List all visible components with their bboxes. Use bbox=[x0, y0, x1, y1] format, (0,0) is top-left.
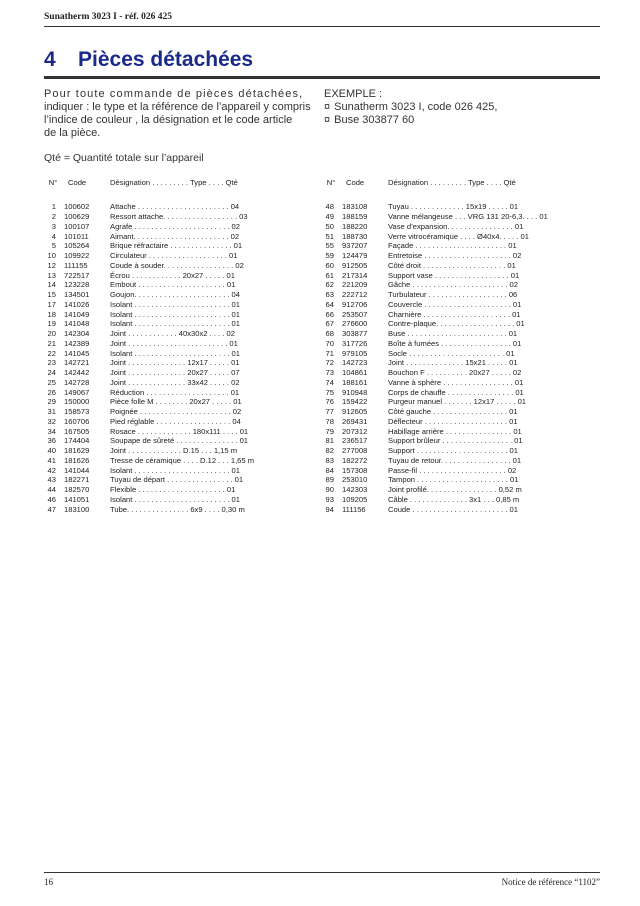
table-row bbox=[44, 339, 312, 349]
row-code: 188159 bbox=[342, 212, 368, 222]
row-designation: Attache . . . . . . . . . . . . . . . . . . . . . . 04 bbox=[110, 202, 240, 212]
row-code: 105264 bbox=[64, 241, 90, 251]
row-designation: Vanne mélangeuse . . . VRG 131 20-6,3. . . . 01 bbox=[388, 212, 548, 222]
row-designation: Joint . . . . . . . . . . . . . . 33x42 . . . . . 02 bbox=[110, 377, 240, 387]
row-number: 41 bbox=[47, 455, 56, 465]
row-number: 42 bbox=[47, 465, 56, 475]
row-designation: Façade . . . . . . . . . . . . . . . . . . . . . . 01 bbox=[388, 241, 517, 251]
row-number: 77 bbox=[325, 407, 334, 417]
footer-notice: Notice de référence “1102” bbox=[501, 877, 600, 887]
table-header bbox=[322, 176, 590, 188]
row-designation: Support vase . . . . . . . . . . . . . . . . . . 01 bbox=[388, 270, 520, 280]
row-number: 68 bbox=[325, 329, 334, 339]
parts-table-left bbox=[44, 176, 312, 514]
table-row bbox=[322, 417, 590, 427]
row-number: 20 bbox=[47, 329, 56, 339]
document-footer bbox=[44, 872, 600, 887]
table-row bbox=[44, 436, 312, 446]
row-number: 21 bbox=[47, 338, 56, 348]
table-row bbox=[44, 348, 312, 358]
row-designation: Isolant . . . . . . . . . . . . . . . . . . . . . . . 01 bbox=[110, 348, 240, 358]
row-designation: Tresse de céramique . . . . D.12 . . . 1,65 m bbox=[110, 455, 255, 465]
table-row bbox=[44, 319, 312, 329]
table-row bbox=[322, 504, 590, 514]
row-number: 12 bbox=[47, 260, 56, 270]
table-row bbox=[44, 202, 312, 212]
table-row bbox=[44, 290, 312, 300]
row-designation: Verre vitrocéramique . . . . Ø40x4. . . . . 01 bbox=[388, 231, 529, 241]
row-number: 5 bbox=[51, 241, 56, 251]
row-code: 222712 bbox=[342, 290, 368, 300]
row-designation: Couvercle . . . . . . . . . . . . . . . . . . . . . 01 bbox=[388, 299, 522, 309]
row-designation: Côté droit . . . . . . . . . . . . . . . . . . . . 01 bbox=[388, 260, 516, 270]
row-designation: Pied réglable . . . . . . . . . . . . . . . . . . 04 bbox=[110, 416, 241, 426]
example-label: EXEMPLE : bbox=[324, 88, 383, 100]
row-number: 25 bbox=[47, 377, 56, 387]
row-number: 55 bbox=[325, 241, 334, 251]
row-designation: Câble . . . . . . . . . . . . . . 3x1 . . . 0,85 m bbox=[388, 494, 520, 504]
row-number: 64 bbox=[325, 299, 334, 309]
row-number: 44 bbox=[47, 485, 56, 495]
row-code: 141051 bbox=[64, 494, 90, 504]
row-number: 18 bbox=[47, 309, 56, 319]
table-row bbox=[322, 465, 590, 475]
intro-line: l’indice de couleur , la désignation et le code article bbox=[44, 114, 293, 126]
row-number: 32 bbox=[47, 416, 56, 426]
row-designation: Habillage arrière . . . . . . . . . . . . . . . . 01 bbox=[388, 426, 522, 436]
row-code: 912505 bbox=[342, 260, 368, 270]
row-designation: Circulateur . . . . . . . . . . . . . . . . . . . 01 bbox=[110, 251, 238, 261]
row-designation: Joint . . . . . . . . . . . . . . . . . . . . . . . . 01 bbox=[110, 338, 238, 348]
row-code: 141044 bbox=[64, 465, 90, 475]
row-code: 174404 bbox=[64, 436, 90, 446]
row-number: 14 bbox=[47, 280, 56, 290]
row-designation: Pièce folle M . . . . . . . . 20x27 . . . . . 01 bbox=[110, 397, 242, 407]
row-code: 111155 bbox=[64, 260, 88, 270]
row-number: 94 bbox=[325, 504, 334, 514]
row-code: 221209 bbox=[342, 280, 368, 290]
row-code: 124479 bbox=[342, 251, 368, 261]
row-code: 158573 bbox=[64, 407, 90, 417]
row-number: 60 bbox=[325, 260, 334, 270]
table-row bbox=[44, 309, 312, 319]
ordering-instructions bbox=[44, 88, 314, 140]
row-number: 43 bbox=[47, 475, 56, 485]
row-code: 142723 bbox=[342, 358, 368, 368]
section-heading bbox=[44, 48, 600, 79]
table-row bbox=[44, 426, 312, 436]
row-designation: Flexible . . . . . . . . . . . . . . . . . . . . . 01 bbox=[110, 485, 236, 495]
table-row bbox=[44, 446, 312, 456]
row-number: 47 bbox=[47, 504, 56, 514]
row-number: 74 bbox=[325, 377, 334, 387]
header-code: Code bbox=[68, 177, 87, 187]
row-code: 937207 bbox=[342, 241, 368, 251]
row-code: 141049 bbox=[64, 309, 90, 319]
table-row bbox=[44, 270, 312, 280]
row-code: 217314 bbox=[342, 270, 368, 280]
row-number: 59 bbox=[325, 251, 334, 261]
row-designation: Support . . . . . . . . . . . . . . . . . . . . . . 01 bbox=[388, 446, 518, 456]
page-number: 16 bbox=[44, 877, 53, 887]
table-row bbox=[322, 378, 590, 388]
row-designation: Joint . . . . . . . . . . . . . D.15 . . . 1,15 m bbox=[110, 446, 238, 456]
row-number: 40 bbox=[47, 446, 56, 456]
parts-table-right bbox=[322, 176, 590, 514]
row-code: 236517 bbox=[342, 436, 368, 446]
document-title: Sunatherm 3023 I - réf. 026 425 bbox=[44, 12, 172, 22]
table-row bbox=[44, 368, 312, 378]
row-number: 49 bbox=[325, 212, 334, 222]
row-designation: Isolant . . . . . . . . . . . . . . . . . . . . . . . 01 bbox=[110, 299, 240, 309]
table-row bbox=[322, 446, 590, 456]
table-row bbox=[44, 397, 312, 407]
row-number: 63 bbox=[325, 290, 334, 300]
table-header bbox=[44, 176, 312, 188]
row-code: 167505 bbox=[64, 426, 90, 436]
row-code: 269431 bbox=[342, 416, 368, 426]
row-code: 104861 bbox=[342, 368, 368, 378]
row-designation: Embout . . . . . . . . . . . . . . . . . . . . . 01 bbox=[110, 280, 236, 290]
row-number: 61 bbox=[325, 270, 334, 280]
row-number: 2 bbox=[51, 212, 56, 222]
table-body bbox=[44, 202, 312, 514]
row-designation: Gâche . . . . . . . . . . . . . . . . . . . . . . . 02 bbox=[388, 280, 518, 290]
row-code: 912605 bbox=[342, 407, 368, 417]
example-item: ¤ Sunatherm 3023 I, code 026 425, bbox=[324, 101, 600, 114]
table-row bbox=[322, 270, 590, 280]
row-code: 317726 bbox=[342, 338, 368, 348]
intro-line: indiquer : le type et la référence de l’appareil y compris bbox=[44, 101, 311, 113]
row-designation: Rosace . . . . . . . . . . . . . 180x111 . . . . 01 bbox=[110, 426, 249, 436]
row-number: 1 bbox=[51, 202, 56, 212]
row-code: 188161 bbox=[342, 377, 368, 387]
row-designation: Tuyau de retour. . . . . . . . . . . . . . . . . 01 bbox=[388, 455, 522, 465]
table-row bbox=[322, 485, 590, 495]
table-row bbox=[322, 426, 590, 436]
table-row bbox=[322, 348, 590, 358]
table-body bbox=[322, 202, 590, 514]
row-designation: Turbulateur . . . . . . . . . . . . . . . . . . . 06 bbox=[388, 290, 518, 300]
row-code: 142721 bbox=[64, 358, 90, 368]
row-designation: Corps de chauffe . . . . . . . . . . . . . . . . 01 bbox=[388, 387, 524, 397]
row-designation: Tampon . . . . . . . . . . . . . . . . . . . . . . 01 bbox=[388, 475, 519, 485]
table-row bbox=[322, 251, 590, 261]
row-number: 23 bbox=[47, 358, 56, 368]
row-number: 50 bbox=[325, 221, 334, 231]
row-code: 150000 bbox=[64, 397, 90, 407]
row-number: 83 bbox=[325, 455, 334, 465]
row-designation: Isolant . . . . . . . . . . . . . . . . . . . . . . . 01 bbox=[110, 465, 240, 475]
intro-line: de la pièce. bbox=[44, 127, 101, 139]
table-row bbox=[44, 329, 312, 339]
row-code: 183108 bbox=[342, 202, 368, 212]
table-row bbox=[44, 241, 312, 251]
row-code: 253010 bbox=[342, 475, 368, 485]
row-number: 72 bbox=[325, 358, 334, 368]
row-designation: Côté gauche . . . . . . . . . . . . . . . . . . 01 bbox=[388, 407, 518, 417]
row-designation: Aimant. . . . . . . . . . . . . . . . . . . . . . . 02 bbox=[110, 231, 240, 241]
row-designation: Ressort attache. . . . . . . . . . . . . . . . . . 03 bbox=[110, 212, 248, 222]
row-designation: Isolant . . . . . . . . . . . . . . . . . . . . . . . 01 bbox=[110, 309, 240, 319]
row-code: 142389 bbox=[64, 338, 90, 348]
table-row bbox=[322, 397, 590, 407]
row-number: 84 bbox=[325, 465, 334, 475]
row-designation: Support brûleur . . . . . . . . . . . . . . . . . 01 bbox=[388, 436, 523, 446]
row-designation: Bouchon F . . . . . . . . . . 20x27 . . . . . 02 bbox=[388, 368, 522, 378]
row-number: 75 bbox=[325, 387, 334, 397]
row-code: 277008 bbox=[342, 446, 368, 456]
row-number: 78 bbox=[325, 416, 334, 426]
row-number: 19 bbox=[47, 319, 56, 329]
table-row bbox=[322, 222, 590, 232]
table-row bbox=[44, 417, 312, 427]
row-number: 34 bbox=[47, 426, 56, 436]
row-number: 15 bbox=[47, 290, 56, 300]
row-number: 66 bbox=[325, 309, 334, 319]
row-number: 79 bbox=[325, 426, 334, 436]
row-code: 303877 bbox=[342, 329, 368, 339]
row-code: 141026 bbox=[64, 299, 90, 309]
example-item: ¤ Buse 303877 60 bbox=[324, 114, 600, 127]
row-number: 51 bbox=[325, 231, 334, 241]
table-row bbox=[44, 261, 312, 271]
row-code: 182272 bbox=[342, 455, 368, 465]
table-row bbox=[322, 339, 590, 349]
row-number: 3 bbox=[51, 221, 56, 231]
table-row bbox=[322, 300, 590, 310]
table-row bbox=[322, 387, 590, 397]
row-code: 142442 bbox=[64, 368, 90, 378]
row-number: 46 bbox=[47, 494, 56, 504]
example-block bbox=[324, 88, 600, 127]
row-code: 101011 bbox=[64, 231, 89, 241]
row-designation: Purgeur manuel . . . . . . . 12x17 . . . . . 01 bbox=[388, 397, 527, 407]
row-number: 70 bbox=[325, 338, 334, 348]
row-designation: Joint . . . . . . . . . . . . . . 12x17 . . . . . 01 bbox=[110, 358, 240, 368]
row-number: 90 bbox=[325, 485, 334, 495]
row-designation: Coude . . . . . . . . . . . . . . . . . . . . . . . 01 bbox=[388, 504, 518, 514]
row-code: 111156 bbox=[342, 504, 366, 514]
table-row bbox=[44, 465, 312, 475]
header-designation: Désignation . . . . . . . . . Type . . . . Qté bbox=[388, 177, 516, 187]
row-designation: Socle . . . . . . . . . . . . . . . . . . . . . . . 01 bbox=[388, 348, 515, 358]
table-row bbox=[322, 261, 590, 271]
row-code: 142303 bbox=[342, 485, 368, 495]
table-row bbox=[322, 212, 590, 222]
row-code: 910948 bbox=[342, 387, 368, 397]
table-row bbox=[44, 251, 312, 261]
section-number: 4 bbox=[44, 48, 56, 71]
row-code: 159422 bbox=[342, 397, 368, 407]
row-designation: Vanne à sphère . . . . . . . . . . . . . . . . . 01 bbox=[388, 377, 524, 387]
header-code: Code bbox=[346, 177, 365, 187]
row-number: 62 bbox=[325, 280, 334, 290]
row-number: 24 bbox=[47, 368, 56, 378]
row-number: 82 bbox=[325, 446, 334, 456]
row-code: 181629 bbox=[64, 446, 90, 456]
table-row bbox=[322, 290, 590, 300]
row-code: 141048 bbox=[64, 319, 90, 329]
row-code: 276600 bbox=[342, 319, 368, 329]
row-designation: Réduction . . . . . . . . . . . . . . . . . . . . 01 bbox=[110, 387, 240, 397]
table-row bbox=[322, 280, 590, 290]
table-row bbox=[44, 231, 312, 241]
table-row bbox=[44, 504, 312, 514]
header-num: N° bbox=[326, 177, 336, 187]
row-number: 4 bbox=[51, 231, 56, 241]
table-row bbox=[322, 436, 590, 446]
table-row bbox=[44, 475, 312, 485]
table-row bbox=[44, 358, 312, 368]
row-number: 36 bbox=[47, 436, 56, 446]
row-designation: Écrou . . . . . . . . . . . . 20x27 . . . . . 01 bbox=[110, 270, 235, 280]
row-number: 93 bbox=[325, 494, 334, 504]
row-code: 912706 bbox=[342, 299, 368, 309]
table-row bbox=[322, 456, 590, 466]
row-designation: Joint . . . . . . . . . . . . 40x30x2 . . . . 02 bbox=[110, 329, 235, 339]
row-designation: Soupape de sûreté . . . . . . . . . . . . . . . 01 bbox=[110, 436, 249, 446]
table-row bbox=[322, 495, 590, 505]
row-code: 182271 bbox=[64, 475, 90, 485]
row-code: 123228 bbox=[64, 280, 90, 290]
table-row bbox=[322, 329, 590, 339]
table-row bbox=[44, 407, 312, 417]
row-designation: Joint profilé. . . . . . . . . . . . . . . . . 0,52 m bbox=[388, 485, 522, 495]
table-row bbox=[322, 231, 590, 241]
row-code: 181626 bbox=[64, 455, 90, 465]
row-designation: Boîte à fumées . . . . . . . . . . . . . . . . . 01 bbox=[388, 338, 522, 348]
document-header bbox=[44, 12, 600, 27]
row-designation: Poignée . . . . . . . . . . . . . . . . . . . . . . 02 bbox=[110, 407, 242, 417]
row-code: 183100 bbox=[64, 504, 90, 514]
quantity-note: Qté = Quantité totale sur l’appareil bbox=[44, 152, 204, 164]
row-code: 182570 bbox=[64, 485, 90, 495]
row-designation: Buse . . . . . . . . . . . . . . . . . . . . . . . . 01 bbox=[388, 329, 518, 339]
row-designation: Isolant . . . . . . . . . . . . . . . . . . . . . . . 01 bbox=[110, 319, 240, 329]
row-number: 76 bbox=[325, 397, 334, 407]
row-designation: Goujon. . . . . . . . . . . . . . . . . . . . . . . 04 bbox=[110, 290, 240, 300]
table-row bbox=[44, 280, 312, 290]
row-code: 979105 bbox=[342, 348, 368, 358]
table-row bbox=[44, 456, 312, 466]
table-row bbox=[322, 309, 590, 319]
table-row bbox=[322, 241, 590, 251]
row-code: 188220 bbox=[342, 221, 368, 231]
row-number: 81 bbox=[325, 436, 334, 446]
row-designation: Charnière . . . . . . . . . . . . . . . . . . . . . 01 bbox=[388, 309, 521, 319]
table-row bbox=[44, 495, 312, 505]
row-code: 109205 bbox=[342, 494, 368, 504]
row-number: 73 bbox=[325, 368, 334, 378]
row-code: 188730 bbox=[342, 231, 368, 241]
table-row bbox=[44, 378, 312, 388]
row-code: 149067 bbox=[64, 387, 90, 397]
row-designation: Agrafe . . . . . . . . . . . . . . . . . . . . . . . 02 bbox=[110, 221, 240, 231]
row-code: 160706 bbox=[64, 416, 90, 426]
row-designation: Entretoise . . . . . . . . . . . . . . . . . . . . . 02 bbox=[388, 251, 522, 261]
row-designation: Joint . . . . . . . . . . . . . . 15x21 . . . . . 01 bbox=[388, 358, 518, 368]
row-number: 67 bbox=[325, 319, 334, 329]
table-row bbox=[44, 485, 312, 495]
row-number: 29 bbox=[47, 397, 56, 407]
table-row bbox=[322, 475, 590, 485]
row-number: 10 bbox=[47, 251, 56, 261]
row-code: 100602 bbox=[64, 202, 90, 212]
row-number: 89 bbox=[325, 475, 334, 485]
table-row bbox=[44, 387, 312, 397]
table-row bbox=[322, 407, 590, 417]
table-row bbox=[44, 222, 312, 232]
intro-line: Pour toute commande de pièces détachées, bbox=[44, 88, 304, 100]
row-code: 722517 bbox=[64, 270, 90, 280]
row-number: 71 bbox=[325, 348, 334, 358]
row-number: 13 bbox=[47, 270, 56, 280]
row-designation: Tuyau . . . . . . . . . . . . . 15x19 . . . . . 01 bbox=[388, 202, 519, 212]
table-row bbox=[322, 368, 590, 378]
row-designation: Isolant . . . . . . . . . . . . . . . . . . . . . . . 01 bbox=[110, 494, 240, 504]
row-designation: Vase d’expansion. . . . . . . . . . . . . . . . 01 bbox=[388, 221, 524, 231]
row-designation: Tuyau de départ . . . . . . . . . . . . . . . . 01 bbox=[110, 475, 244, 485]
row-code: 109922 bbox=[64, 251, 90, 261]
row-designation: Tube. . . . . . . . . . . . . . . 6x9 . . . . 0,30 m bbox=[110, 504, 245, 514]
row-code: 253507 bbox=[342, 309, 368, 319]
header-num: N° bbox=[48, 177, 58, 187]
table-row bbox=[44, 212, 312, 222]
row-designation: Déflecteur . . . . . . . . . . . . . . . . . . . . 01 bbox=[388, 416, 518, 426]
row-designation: Coude à souder. . . . . . . . . . . . . . . . . 02 bbox=[110, 260, 244, 270]
row-code: 142304 bbox=[64, 329, 90, 339]
row-code: 207312 bbox=[342, 426, 368, 436]
row-code: 100629 bbox=[64, 212, 90, 222]
table-row bbox=[322, 319, 590, 329]
row-code: 157308 bbox=[342, 465, 368, 475]
section-title: Pièces détachées bbox=[78, 48, 254, 71]
row-designation: Contre-plaque. . . . . . . . . . . . . . . . . . . 01 bbox=[388, 319, 525, 329]
row-number: 48 bbox=[325, 202, 334, 212]
table-row bbox=[322, 358, 590, 368]
row-number: 17 bbox=[47, 299, 56, 309]
row-number: 22 bbox=[47, 348, 56, 358]
row-number: 31 bbox=[47, 407, 56, 417]
row-code: 134501 bbox=[64, 290, 90, 300]
row-code: 142728 bbox=[64, 377, 90, 387]
table-row bbox=[44, 300, 312, 310]
row-designation: Brique réfractaire . . . . . . . . . . . . . . . 01 bbox=[110, 241, 243, 251]
row-designation: Joint . . . . . . . . . . . . . . 20x27 . . . . . 07 bbox=[110, 368, 240, 378]
row-code: 100107 bbox=[64, 221, 90, 231]
row-number: 26 bbox=[47, 387, 56, 397]
header-designation: Désignation . . . . . . . . . Type . . . . Qté bbox=[110, 177, 238, 187]
row-code: 141045 bbox=[64, 348, 90, 358]
table-row bbox=[322, 202, 590, 212]
row-designation: Passe-fil . . . . . . . . . . . . . . . . . . . . . 02 bbox=[388, 465, 517, 475]
